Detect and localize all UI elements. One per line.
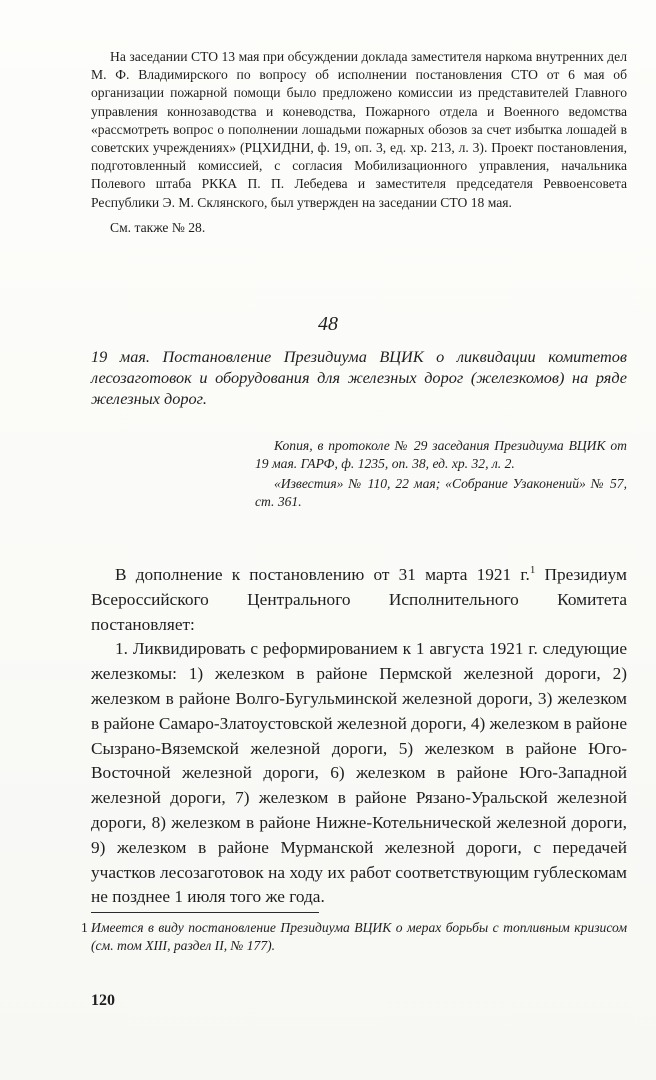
intro-paragraph: На заседании СТО 13 мая при обсуждении доклада заместителя наркома внутренних дел М. Ф. Владимирского по вопросу об исполнении постановления СТО от 6 мая об организации пожарной помощи было предложено комиссии из представителей Главного управления коннозаводства и коневодства, Пожарного отдела и Военного ведомства «рассмотреть вопрос о пополнении лошадьми пожарных обозов за счет избытка лошадей в советских учреждениях» (РЦХИДНИ, ф. 19, оп. 3, ед. хр. 213, л. 3). Проект постановления, подготовленный комиссией, с согласия Мобилизационного управления, начальника Полевого штаба РККА П. П. Лебедева и заместителя председателя Реввоенсовета Республики Э. М. Склянского, был утвержден на заседании СТО 18 мая. [91, 49, 627, 210]
resolution-point-1: 1. Ликвидировать с реформированием к 1 августа 1921 г. следующие железкомы: 1) железком в районе Пермской железной дороги, 2) железком в районе Волго-Бугульминской железной дороги, 3) железком в районе Самаро-Златоустовской железной дороги, 4) железком в районе Сызрано-Вяземской железной дороги, 5) железком в районе Юго-Восточной железной дороги, 6) железком в районе Юго-Западной железной дороги, 7) железком в районе Рязано-Уральской железной дороги, 8) железком в районе Нижне-Котельнической железной дороги, 9) железком в районе Мурманской железной дороги, с передачей участков лесозаготовок на ходу их работ соответствующим гублескомам не позднее 1 июля того же года. [91, 639, 627, 907]
footnote-mark: 1 [81, 920, 88, 935]
preamble-text: В дополнение к постановлению от 31 марта 1921 г. [115, 565, 530, 584]
resolution-text [91, 563, 627, 910]
document-heading [91, 346, 627, 409]
footnote-text: Имеется в виду постановление Президиума ВЦИК о мерах борьбы с топливным кризисом (см. том XIII, раздел II, № 177). [91, 920, 627, 954]
preamble-continuation: Президиум Всероссийского Центрального Исполнительного Комитета постановляет: [91, 565, 627, 634]
footnote [81, 919, 627, 955]
publication-source: «Известия» № 110, 22 мая; «Собрание Узаконений» № 57, ст. 361. [255, 476, 627, 509]
see-also-reference: См. также № 28. [110, 219, 206, 235]
document-number: 48 [318, 313, 338, 335]
preamble-paragraph [91, 563, 627, 637]
page-number: 120 [91, 992, 115, 1009]
archival-source: Копия, в протоколе № 29 заседания Президиума ВЦИК от 19 мая. ГАРФ, ф. 1235, оп. 38, ед. хр. 32, л. 2. [255, 438, 627, 471]
document-title: 19 мая. Постановление Президиума ВЦИК о ликвидации комитетов лесозаготовок и оборудования для железных дорог (железкомов) на ряде железных дорог. [91, 347, 627, 408]
footnote-divider [91, 912, 319, 913]
archival-sources [255, 437, 627, 513]
footnote-reference: 1 [529, 564, 536, 577]
intro-note [91, 48, 627, 237]
